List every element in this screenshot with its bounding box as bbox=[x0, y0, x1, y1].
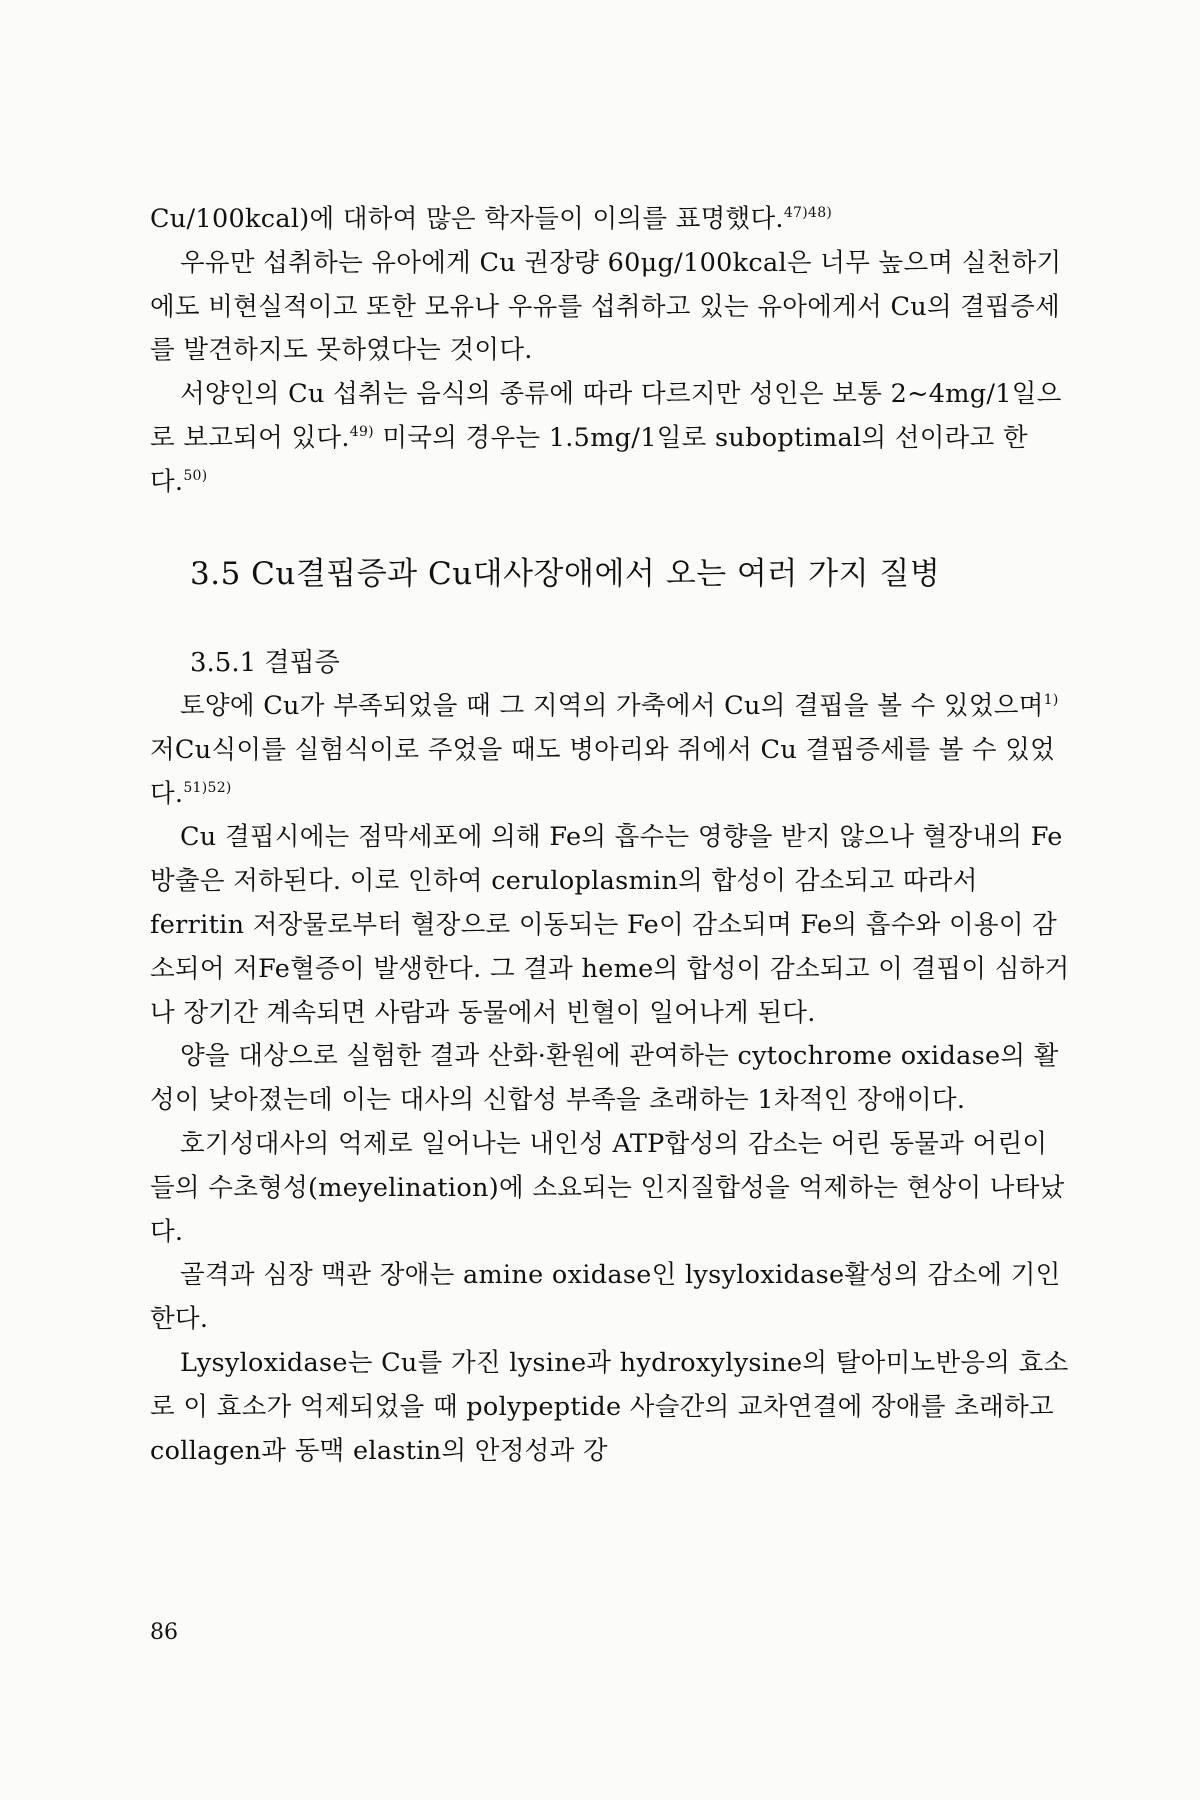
body-paragraph-2: Cu 결핍시에는 점막세포에 의해 Fe의 흡수는 영향을 받지 않으나 혈장내의 Fe방출은 저하된다. 이로 인하여 ceruloplasmin의 합성이 감소되고 따라서 ferritin 저장물로부터 혈장으로 이동되는 Fe이 감소되며 Fe의 흡수와 이용이 감소되어 저Fe혈증이 발생한다. 그 결과 heme의 합성이 감소되고 이 결핍이 심하거나 장기간 계속되면 사람과 동물에서 빈혈이 일어나게 된다. bbox=[150, 822, 1070, 1028]
body-paragraph-4: 호기성대사의 억제로 일어나는 내인성 ATP합성의 감소는 어린 동물과 어린이들의 수초형성(meyelination)에 소요되는 인지질합성을 억제하는 현상이 나타났다. bbox=[150, 1128, 1065, 1247]
citation-ref: 51)52) bbox=[183, 779, 232, 796]
citation-ref: 50) bbox=[183, 467, 208, 484]
body-text-block bbox=[150, 685, 1070, 1473]
intro-paragraph-1 bbox=[150, 198, 1070, 242]
body-paragraph-6: Lysyloxidase는 Cu를 가진 lysine과 hydroxylysine의 탈아미노반응의 효소로 이 효소가 억제되었을 때 polypeptide 사슬간의 교차연결에 장애를 초래하고 collagen과 동맥 elastin의 안정성과 강 bbox=[150, 1347, 1069, 1466]
body-paragraph-3: 양을 대상으로 실험한 결과 산화·환원에 관여하는 cytochrome oxidase의 활성이 낮아졌는데 이는 대사의 신합성 부족을 초래하는 1차적인 장애이다. bbox=[150, 1041, 1059, 1116]
intro-paragraph-3-text-a: 서양인의 Cu 섭취는 음식의 종류에 따라 다르지만 성인은 보통 2~4mg/1일으로 보고되어 있다. bbox=[150, 379, 1062, 453]
intro-paragraph-1-text: Cu/100kcal)에 대하여 많은 학자들이 이의를 표명했다. bbox=[150, 204, 784, 234]
citation-ref: 47)48) bbox=[783, 205, 833, 221]
intro-paragraph-3-text-b: 미국의 경우는 1.5mg/1일로 suboptimal의 선이라고 한다. bbox=[150, 422, 1028, 497]
body-paragraph-1-text-a: 토양에 Cu가 부족되었을 때 그 지역의 가축에서 Cu의 결핍을 볼 수 있었으며 bbox=[180, 691, 1044, 721]
citation-ref: 1) bbox=[1043, 692, 1059, 708]
section-heading: 3.5 Cu결핍증과 Cu대사장애에서 오는 여러 가지 질병 bbox=[190, 556, 941, 592]
subsection-heading: 3.5.1 결핍증 bbox=[190, 648, 340, 678]
intro-paragraph-3 bbox=[150, 373, 1070, 504]
page-number: 86 bbox=[150, 1620, 178, 1645]
citation-ref: 49) bbox=[349, 423, 374, 440]
body-paragraph-5: 골격과 심장 맥관 장애는 amine oxidase인 lysyloxidase활성의 감소에 기인한다. bbox=[150, 1260, 1061, 1335]
intro-paragraph-2: 우유만 섭취하는 유아에게 Cu 권장량 60μg/100kcal은 너무 높으며 실천하기에도 비현실적이고 또한 모유나 우유를 섭취하고 있는 유아에게서 Cu의 결핍증세를 발견하지도 못하였다는 것이다. bbox=[150, 247, 1062, 366]
body-paragraph-1-text-b: 저Cu식이를 실험식이로 주었을 때도 병아리와 쥐에서 Cu 결핍증세를 볼 수 있었다. bbox=[150, 734, 1056, 809]
body-paragraph-1 bbox=[150, 685, 1070, 816]
intro-text-block bbox=[150, 198, 1070, 505]
